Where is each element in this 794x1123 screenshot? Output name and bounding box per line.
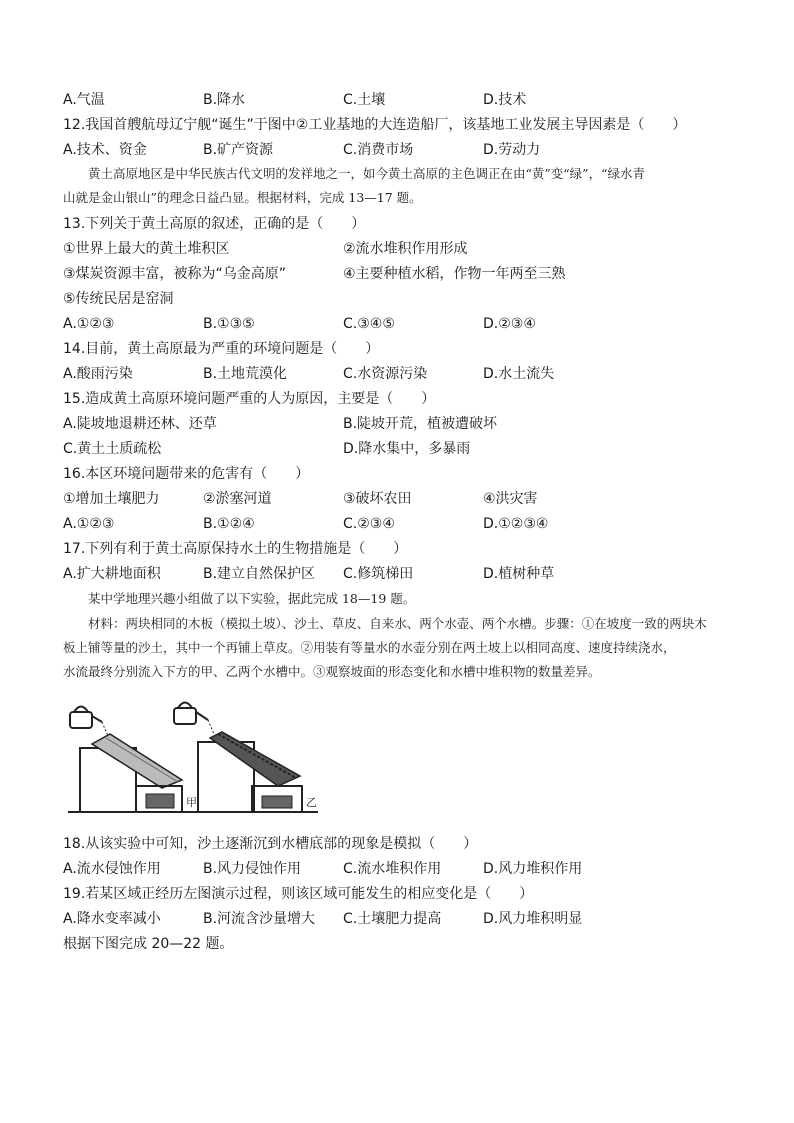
q13-statement-4: ④主要种植水稻，作物一年两至三熟: [343, 266, 566, 282]
q16-option-c: C.②③④: [343, 516, 395, 532]
q16-option-b: B.①②④: [203, 516, 255, 532]
q16-statement-3: ③破坏农田: [343, 491, 412, 507]
q19-option-c: C.土壤肥力提高: [343, 911, 442, 927]
q12-option-b: B.矿产资源: [203, 142, 274, 158]
q16-option-a: A.①②③: [63, 516, 115, 532]
q15-option-b: B.陡坡开荒，植被遭破坏: [343, 416, 498, 432]
q16-stem: 16.本区环境问题带来的危害有（ ）: [63, 466, 310, 482]
q11-option-a: A.气温: [63, 92, 105, 108]
q14-option-c: C.水资源污染: [343, 366, 428, 382]
q11-option-d: D.技术: [483, 92, 527, 108]
q14-option-d: D.水土流失: [483, 366, 555, 382]
q16-option-d: D.①②③④: [483, 516, 549, 532]
q13-option-b: B.①③⑤: [203, 316, 255, 332]
passage2-line3: 水流最终分别流入下方的甲、乙两个水槽中。③观察坡面的形态变化和水槽中堆积物的数量差异。: [63, 664, 601, 679]
experiment-figure: [62, 696, 324, 820]
q16-statement-4: ④洪灾害: [483, 491, 538, 507]
q18-option-b: B.风力侵蚀作用: [203, 861, 302, 877]
q13-stem: 13.下列关于黄土高原的叙述，正确的是（ ）: [63, 216, 366, 232]
q18-stem: 18.从该实验中可知，沙土逐渐沉到水槽底部的现象是模拟（ ）: [63, 836, 478, 852]
q15-stem: 15.造成黄土高原环境问题严重的人为原因，主要是（ ）: [63, 391, 436, 407]
q13-statement-3: ③煤炭资源丰富，被称为“乌金高原”: [63, 266, 287, 282]
q13-option-d: D.②③④: [483, 316, 536, 332]
passage1-line2: 山就是金山银山”的理念日益凸显。根据材料，完成 13—17 题。: [63, 190, 422, 205]
right-kettle-icon: [174, 703, 214, 735]
next-section-instruction: 根据下图完成 20—22 题。: [63, 936, 234, 952]
q16-statement-2: ②淤塞河道: [203, 491, 272, 507]
figure-label-jia: 甲: [186, 796, 197, 809]
q12-option-a: A.技术、资金: [63, 142, 147, 158]
q19-option-b: B.河流含沙量增大: [203, 911, 316, 927]
q15-option-d: D.降水集中，多暴雨: [343, 441, 471, 457]
passage2-line2: 板上铺等量的沙土，其中一个再铺上草皮。②用装有等量水的水壶分别在两土坡上以相同高度、速度持续浇水，: [63, 640, 676, 655]
q18-option-a: A.流水侵蚀作用: [63, 861, 161, 877]
q17-stem: 17.下列有利于黄土高原保持水土的生物措施是（ ）: [63, 541, 408, 557]
q15-option-a: A.陡坡地退耕还林、还草: [63, 416, 217, 432]
q13-option-a: A.①②③: [63, 316, 115, 332]
q12-option-d: D.劳动力: [483, 142, 541, 158]
q18-option-c: C.流水堆积作用: [343, 861, 442, 877]
q17-option-a: A.扩大耕地面积: [63, 566, 161, 582]
q19-stem: 19.若某区域正经历左图演示过程，则该区域可能发生的相应变化是（ ）: [63, 886, 534, 902]
q16-statement-1: ①增加土壤肥力: [63, 491, 160, 507]
q13-statement-5: ⑤传统民居是窑洞: [63, 291, 174, 307]
figure-label-yi: 乙: [306, 796, 317, 809]
q12-option-c: C.消费市场: [343, 142, 414, 158]
q14-stem: 14.目前，黄土高原最为严重的环境问题是（ ）: [63, 341, 380, 357]
q17-option-c: C.修筑梯田: [343, 566, 414, 582]
passage2-line1: 材料：两块相同的木板（模拟土坡）、沙土、草皮、自来水、两个水壶、两个水槽。步骤：①在坡度一致的两块木: [88, 616, 707, 631]
left-slope-setup: [70, 707, 182, 813]
q13-option-c: C.③④⑤: [343, 316, 395, 332]
passage1-line1: 黄土高原地区是中华民族古代文明的发祥地之一，如今黄土高原的主色调正在由“黄”变“绿”，“绿水青: [88, 166, 645, 181]
q17-option-d: D.植树种草: [483, 566, 555, 582]
q11-option-b: B.降水: [203, 92, 246, 108]
q14-option-a: A.酸雨污染: [63, 366, 133, 382]
q11-option-c: C.土壤: [343, 92, 386, 108]
q18-option-d: D.风力堆积作用: [483, 861, 583, 877]
q19-option-d: D.风力堆积明显: [483, 911, 583, 927]
left-kettle-icon: [70, 707, 108, 737]
q19-option-a: A.降水变率减小: [63, 911, 161, 927]
q12-stem: 12.我国首艘航母辽宁舰“诞生”于图中②工业基地的大连造船厂，该基地工业发展主导因素是（ ）: [63, 117, 687, 133]
q13-statement-2: ②流水堆积作用形成: [343, 241, 468, 257]
q13-statement-1: ①世界上最大的黄土堆积区: [63, 241, 230, 257]
passage2-intro: 某中学地理兴趣小组做了以下实验，据此完成 18—19 题。: [88, 591, 416, 606]
q15-option-c: C.黄土土质疏松: [63, 441, 162, 457]
q17-option-b: B.建立自然保护区: [203, 566, 316, 582]
q14-option-b: B.土地荒漠化: [203, 366, 288, 382]
